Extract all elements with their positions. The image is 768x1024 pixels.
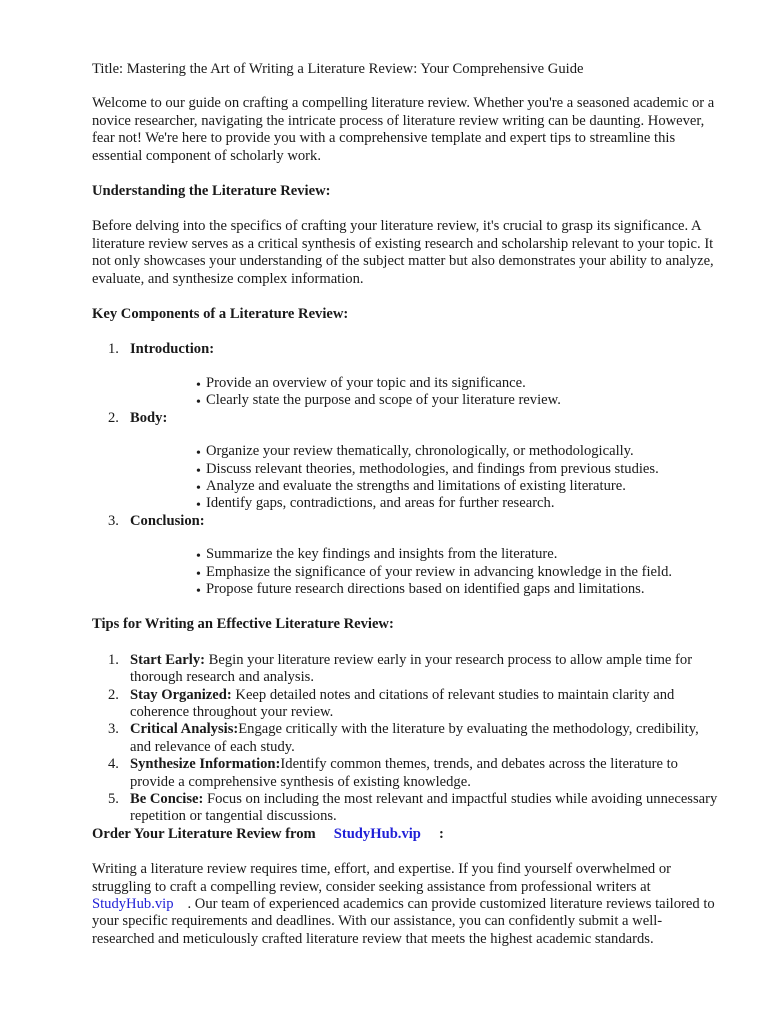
tip-text: Identify common themes, trends, and debates across the literature to provide a comprehensive synthesis of existing knowledge. <box>130 756 678 790</box>
understanding-heading: Understanding the Literature Review: <box>92 183 331 200</box>
components-list <box>92 341 720 598</box>
component-item-introduction <box>92 341 720 409</box>
tip-label: Stay Organized: <box>130 686 232 703</box>
tip-text: Begin your literature review early in your research process to allow ample time for thorough research and analysis. <box>130 651 693 686</box>
order-text-before: Writing a literature review requires time, effort, and expertise. If you find yourself overwhelmed or struggling to craft a compelling review, consider seeking assistance from professional writers at <box>92 861 672 895</box>
tip-text: Focus on including the most relevant and impactful studies while avoiding unnecessary repetition or tangential discussions. <box>130 791 718 825</box>
tip-text: Keep detailed notes and citations of relevant studies to maintain clarity and coherence throughout your review. <box>130 686 675 720</box>
component-label: Introduction: <box>130 341 215 358</box>
bullet-list <box>130 546 720 598</box>
list-number: 2. <box>108 686 119 703</box>
list-number: 5. <box>108 791 119 807</box>
bullet-item: • Clearly state the purpose and scope of your literature review. <box>196 392 720 409</box>
list-number: 4. <box>108 756 119 773</box>
component-label: Body: <box>130 409 168 426</box>
list-number: 3. <box>108 721 119 738</box>
order-heading <box>92 826 720 843</box>
bullet-item: • Summarize the key findings and insights from the literature. <box>196 546 720 563</box>
tip-label: Be Concise: <box>130 791 204 807</box>
order-heading-text: Order Your Literature Review from <box>92 825 316 842</box>
tips-heading: Tips for Writing an Effective Literature Review: <box>92 616 394 633</box>
tip-label: Start Early: <box>130 651 205 668</box>
list-number: 1. <box>108 341 119 358</box>
component-label: Conclusion: <box>130 512 205 529</box>
tip-label: Critical Analysis: <box>130 721 239 738</box>
list-number: 2. <box>108 409 119 426</box>
tip-item <box>92 756 720 791</box>
bullet-list <box>130 443 720 513</box>
list-number: 3. <box>108 512 119 529</box>
list-number: 1. <box>108 651 119 668</box>
understanding-paragraph: Before delving into the specifics of crafting your literature review, it's crucial to grasp its significance. A literature review serves as a critical synthesis of existing research and scholarship relevant to your topic. It not only showcases your understanding of the subject matter but also demonstrates your ability to analyze, evaluate, and synthesize complex information. <box>92 218 714 287</box>
order-heading-colon: : <box>438 825 444 842</box>
studyhub-inline-link[interactable]: StudyHub.vip <box>92 896 174 913</box>
tip-item <box>92 687 720 722</box>
tip-text: Engage critically with the literature by evaluating the methodology, credibility, and relevance of each study. <box>130 721 699 755</box>
tip-item <box>92 652 720 687</box>
tip-item <box>92 721 720 756</box>
bullet-item: • Emphasize the significance of your review in advancing knowledge in the field. <box>196 564 720 581</box>
intro-paragraph: Welcome to our guide on crafting a compelling literature review. Whether you're a seasoned academic or a novice researcher, navigating the intricate process of literature review writing can be daunting. However, fear not! We're here to provide you with a comprehensive template and expert tips to streamline this essential component of scholarly work. <box>92 95 715 164</box>
bullet-list <box>130 375 720 410</box>
tip-label: Synthesize Information: <box>130 756 281 773</box>
bullet-item: • Propose future research directions based on identified gaps and limitations. <box>196 581 720 598</box>
bullet-item: • Provide an overview of your topic and its significance. <box>196 375 720 392</box>
studyhub-heading-link[interactable]: StudyHub.vip <box>333 825 421 842</box>
order-text-after: . Our team of experienced academics can provide customized literature reviews tailored to your specific requirements and deadlines. With our assistance, you can confidently submit a well-researched and meticulously crafted literature review that meets the highest academic standards. <box>92 896 715 947</box>
bullet-item: • Organize your review thematically, chronologically, or methodologically. <box>196 443 720 460</box>
bullet-item: • Identify gaps, contradictions, and areas for further research. <box>196 495 720 512</box>
document-title: Title: Mastering the Art of Writing a Literature Review: Your Comprehensive Guide <box>92 61 584 77</box>
component-item-conclusion <box>92 513 720 599</box>
bullet-item: • Analyze and evaluate the strengths and limitations of existing literature. <box>196 478 720 495</box>
bullet-item: • Discuss relevant theories, methodologies, and findings from previous studies. <box>196 461 720 478</box>
components-heading: Key Components of a Literature Review: <box>92 306 349 323</box>
order-paragraph <box>92 861 720 948</box>
tips-list <box>92 652 720 826</box>
component-item-body <box>92 410 720 513</box>
tip-item <box>92 791 720 826</box>
